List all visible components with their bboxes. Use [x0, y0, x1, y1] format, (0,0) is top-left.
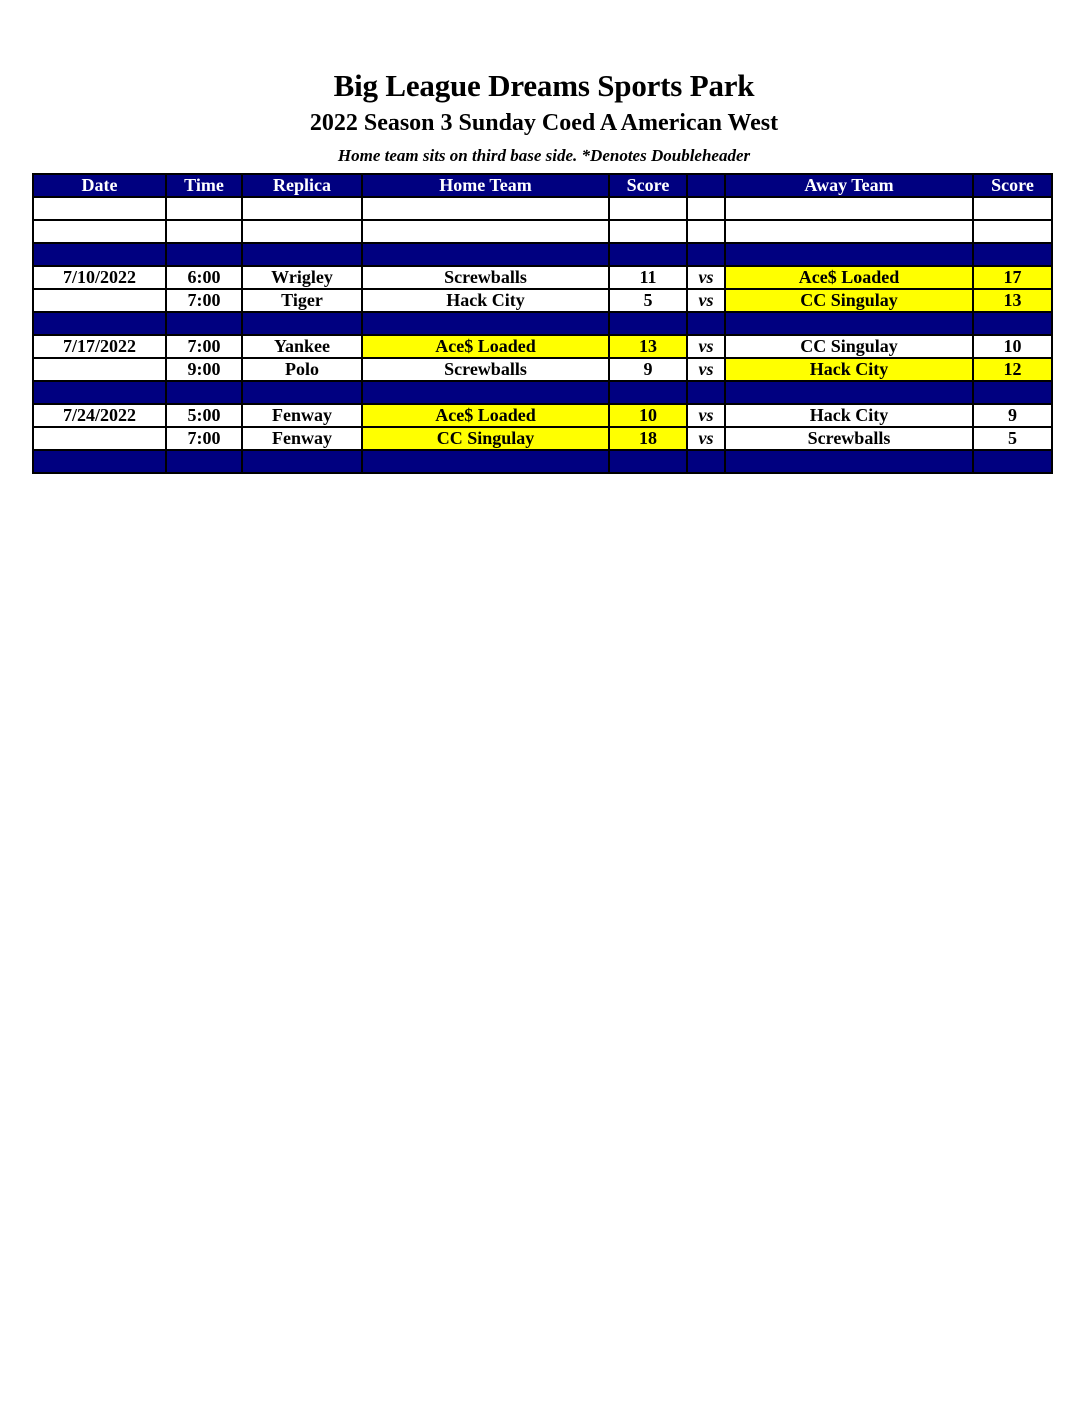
- game-time: 7:00: [166, 289, 242, 312]
- col-header-replica: Replica: [242, 174, 362, 197]
- game-row: [33, 266, 1052, 289]
- vs-label: vs: [687, 266, 725, 289]
- home-team: Hack City: [362, 289, 609, 312]
- home-score: 13: [609, 335, 687, 358]
- home-team: Ace$ Loaded: [362, 404, 609, 427]
- game-date: [33, 289, 166, 312]
- home-score: 11: [609, 266, 687, 289]
- away-score: 5: [973, 427, 1052, 450]
- game-row: [33, 358, 1052, 381]
- home-score: 18: [609, 427, 687, 450]
- schedule-note: Home team sits on third base side. *Denotes Doubleheader: [337, 146, 751, 165]
- empty-row: [33, 220, 1052, 243]
- game-row: [33, 404, 1052, 427]
- game-time: 9:00: [166, 358, 242, 381]
- game-date: [33, 358, 166, 381]
- game-row: [33, 335, 1052, 358]
- game-row: [33, 427, 1052, 450]
- table-header-row: [33, 174, 1052, 197]
- away-score: 9: [973, 404, 1052, 427]
- vs-label: vs: [687, 404, 725, 427]
- empty-row: [33, 197, 1052, 220]
- game-date: 7/17/2022: [33, 335, 166, 358]
- vs-label: vs: [687, 335, 725, 358]
- col-header-away-score: Score: [973, 174, 1052, 197]
- game-time: 7:00: [166, 427, 242, 450]
- home-team: Screwballs: [362, 358, 609, 381]
- game-date: 7/24/2022: [33, 404, 166, 427]
- home-score: 10: [609, 404, 687, 427]
- home-team: Screwballs: [362, 266, 609, 289]
- away-score: 17: [973, 266, 1052, 289]
- col-header-away-team: Away Team: [725, 174, 973, 197]
- game-replica: Yankee: [242, 335, 362, 358]
- home-score: 9: [609, 358, 687, 381]
- page-subtitle: 2022 Season 3 Sunday Coed A American West: [309, 110, 779, 136]
- vs-label: vs: [687, 427, 725, 450]
- home-score: 5: [609, 289, 687, 312]
- col-header-home-score: Score: [609, 174, 687, 197]
- game-replica: Polo: [242, 358, 362, 381]
- away-team: Screwballs: [725, 427, 973, 450]
- col-header-vs: [687, 174, 725, 197]
- away-team: Ace$ Loaded: [725, 266, 973, 289]
- game-replica: Wrigley: [242, 266, 362, 289]
- game-replica: Fenway: [242, 427, 362, 450]
- separator-row: [33, 312, 1052, 335]
- away-score: 12: [973, 358, 1052, 381]
- game-replica: Fenway: [242, 404, 362, 427]
- game-time: 6:00: [166, 266, 242, 289]
- game-time: 7:00: [166, 335, 242, 358]
- col-header-date: Date: [33, 174, 166, 197]
- separator-row: [33, 450, 1052, 473]
- page-title: Big League Dreams Sports Park: [333, 68, 755, 103]
- game-replica: Tiger: [242, 289, 362, 312]
- schedule-table: [32, 173, 1053, 474]
- game-date: [33, 427, 166, 450]
- away-team: CC Singulay: [725, 335, 973, 358]
- col-header-home-team: Home Team: [362, 174, 609, 197]
- home-team: Ace$ Loaded: [362, 335, 609, 358]
- separator-row: [33, 243, 1052, 266]
- away-score: 10: [973, 335, 1052, 358]
- game-time: 5:00: [166, 404, 242, 427]
- away-team: Hack City: [725, 404, 973, 427]
- home-team: CC Singulay: [362, 427, 609, 450]
- away-score: 13: [973, 289, 1052, 312]
- col-header-time: Time: [166, 174, 242, 197]
- game-date: 7/10/2022: [33, 266, 166, 289]
- away-team: CC Singulay: [725, 289, 973, 312]
- separator-row: [33, 381, 1052, 404]
- game-row: [33, 289, 1052, 312]
- away-team: Hack City: [725, 358, 973, 381]
- vs-label: vs: [687, 289, 725, 312]
- vs-label: vs: [687, 358, 725, 381]
